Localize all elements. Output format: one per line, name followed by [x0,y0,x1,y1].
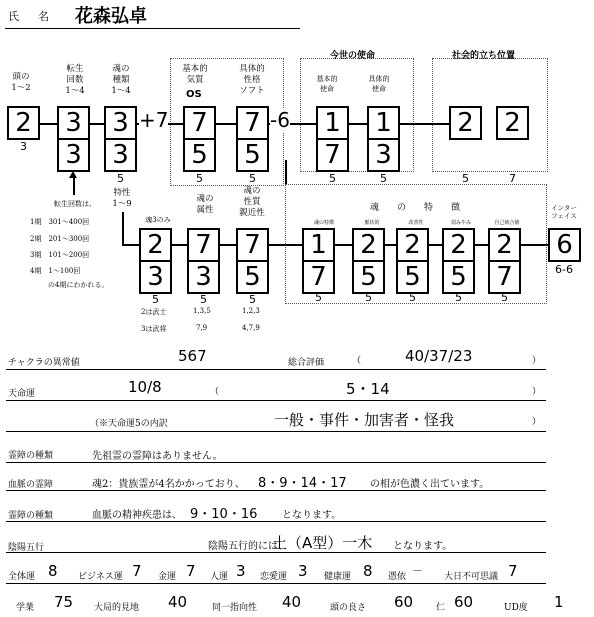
spirit2-pre: 血脈の精神疾患は、 [92,510,182,521]
soul-attr-sub: 5 [200,293,207,306]
soul-nature-top: 7 [236,228,269,262]
social-cell-1: 2 [449,106,482,140]
blood-label: 血脈の霊障 [8,480,54,490]
specific-label: 具体的 性格 ソフト [239,64,265,96]
soul-only-bottom: 3 [139,260,172,294]
study-value-2: 40 [282,593,302,611]
name-label: 氏 名 [8,10,53,23]
name-value: 花森弘卓 [75,6,147,27]
soul-only-label: 魂3のみ [145,216,171,224]
os-label: OS [186,89,202,100]
fate-label: 天命運 [8,389,36,399]
study-value-0: 75 [54,593,74,611]
spirit1-underline [6,462,546,463]
trait2-top: 2 [352,228,385,262]
rebirth-note-2: 2期 201～300回 [30,235,90,243]
yinyang-post: となります。 [393,541,453,552]
soul-attr-bottom: 3 [187,260,220,294]
trait2-bottom: 5 [352,260,385,294]
blood-nums: 8・9・14・17 [258,476,347,491]
luck-underline [6,583,546,584]
basic-cell-bottom: 5 [183,138,216,172]
spirit1-text: 先祖霊の霊障はありません。 [92,451,223,462]
luck-label-3: 人運 [210,572,229,582]
spirit2-label: 霊障の種類 [8,511,54,521]
luck-value-4: 3 [298,562,308,580]
rebirth-note-1: 1期 301～400回 [30,218,90,226]
blood-text-pre: 魂2：貴族霊が4名かかっており、 [92,479,245,490]
chakra-value: 567 [178,347,207,365]
fate-value: 10/8 [128,378,162,396]
luck-label-7: 大日不可思議 [444,572,499,582]
mission-header: 今世の使命 [330,51,376,61]
trait4-top: 2 [442,228,475,262]
trait-sublabel-4: 弱みやみ [450,220,471,226]
study-value-1: 40 [168,593,188,611]
luck-row [8,561,588,583]
mission-specific-label: 具体的 使命 [368,75,390,93]
luck-label-2: 金運 [158,572,177,582]
basic-temp-label: 基本的 気質 [182,64,208,85]
soul-nature-bottom: 5 [236,260,269,294]
study-value-5: 1 [554,593,564,611]
fate-paren-open: （ [210,387,220,397]
trait2-sub: 5 [365,291,372,304]
rebirth-note-3: 3期 101～200回 [30,251,90,259]
trait4-bottom: 5 [442,260,475,294]
fate-underline [6,400,546,401]
rebirth-note-5: の4期にわかれる。 [48,281,109,289]
fate5-note: （※天命運5の内訳 [90,419,168,429]
rebirth-arrow-line [73,175,75,195]
basic-sub: 5 [196,172,203,185]
social-cell-2: 2 [496,106,529,140]
trait3-sub: 5 [409,291,416,304]
luck-value-2: 7 [186,562,196,580]
mission-specific-top: 1 [367,106,400,140]
social-sub-2: 7 [509,172,516,185]
specific-cell-top: 7 [236,106,269,140]
interface-sub: 6-6 [555,263,573,276]
fate5-value: 一般・事件・加害者・怪我 [274,411,455,429]
trait1-top: 1 [302,228,335,262]
soul-only-note-1: 2は武士 [141,308,167,316]
luck-value-0: 8 [48,562,58,580]
study-value-4: 60 [454,593,474,611]
spirit2-post: となります。 [282,510,342,521]
overall-label: 総合評価 [288,358,325,368]
specific-cell-bottom: 5 [236,138,269,172]
soul-only-note-2: 3は武将 [141,325,167,333]
spirit2-underline [6,521,546,522]
spirit2-nums: 9・10・16 [190,507,258,522]
right-drop-line [285,160,287,184]
soul-only-sub: 5 [152,293,159,306]
blood-underline [6,490,546,491]
social-sub-1: 5 [462,172,469,185]
blood-text-post: の相が色濃く出ています。 [370,479,490,490]
soul-attr-note-2: 7,9 [196,324,208,332]
luck-value-6: － [412,564,423,577]
study-row [8,592,588,614]
soul-kind-cell-bottom: 3 [104,138,137,172]
interface-cell: 6 [548,228,581,262]
trait-sublabel-2: 脈状的 [364,220,380,226]
study-label-0: 学業 [16,603,35,613]
chakra-label: チャクラの異常値 [8,358,80,368]
trait-sublabel-1: 魂の特徴 [313,220,334,226]
study-label-3: 頭の良さ [330,603,367,613]
trait3-top: 2 [396,228,429,262]
trait5-bottom: 7 [488,260,521,294]
study-label-2: 同一指向性 [212,603,258,613]
rebirth-note-4: 4期 1～100回 [30,267,81,275]
mission-basic-top: 1 [316,106,349,140]
soul-attr-label: 魂の 属性 [196,194,214,215]
luck-value-7: 7 [508,562,518,580]
trait-label: 特性 1～9 [112,188,132,209]
overall-paren-close: ） [532,356,542,366]
study-value-3: 60 [394,593,414,611]
luck-value-3: 3 [236,562,246,580]
rebirth-arrow-head [69,171,77,178]
interface-label: インター フェイス [551,204,577,220]
rebirth-cell-top: 3 [57,106,90,140]
specific-sub: 5 [249,172,256,185]
overall-value: 40/37/23 [405,347,473,365]
luck-label-4: 恋愛運 [260,572,288,582]
rebirth-label: 転生 回数 1～4 [65,64,85,96]
mission-specific-sub: 5 [380,172,387,185]
soul-kind-cell-top: 3 [104,106,137,140]
soul-traits-header: 魂 の 特 徴 [370,203,461,213]
rebirth-note-title: 転生回数は、 [54,200,96,208]
soul-attr-note-1: 1,3,5 [193,307,211,315]
fate5-paren-close: ） [532,417,542,427]
head-label: 頭の 1～2 [11,72,31,93]
mission-basic-bottom: 7 [316,138,349,172]
mission-basic-label: 基本的 使命 [316,75,338,93]
trait3-bottom: 5 [396,260,429,294]
trait5-top: 2 [488,228,521,262]
luck-label-1: ビジネス運 [78,572,123,582]
trait-drop-line [122,212,124,245]
soul-nature-sub: 5 [249,293,256,306]
soul-kind-sub: 5 [117,172,124,185]
rebirth-cell-bottom: 3 [57,138,90,172]
luck-value-1: 7 [132,562,142,580]
spirit1-label: 霊障の種類 [8,451,54,461]
trait1-bottom: 7 [302,260,335,294]
study-label-5: UD度 [504,603,528,613]
chakra-underline [6,369,546,370]
fate-paren-close: ） [532,387,542,397]
trait1-sub: 5 [315,291,322,304]
soul-nature-label: 魂の 性質 親近性 [239,186,265,218]
mission-basic-sub: 5 [329,172,336,185]
minus6: -6 [270,108,290,132]
trait5-sub: 5 [501,291,508,304]
trait4-sub: 5 [455,291,462,304]
mission-specific-bottom: 3 [367,138,400,172]
soul-only-top: 2 [139,228,172,262]
fate-detail: 5・14 [346,380,390,398]
head-cell: 2 [7,106,40,140]
head-sub: 3 [20,140,27,153]
luck-label-5: 健康運 [324,572,352,582]
overall-paren-open: （ [352,356,362,366]
yinyang-label: 陰陽五行 [8,543,45,553]
soul-attr-top: 7 [187,228,220,262]
bottom-connector [122,244,548,246]
trait-sublabel-3: 改善性 [408,220,424,226]
yinyang-value: 土（A型）一木 [272,534,373,552]
fate5-underline [6,431,546,432]
soul-nature-note-2: 4,7,9 [242,324,260,332]
plus7: +7 [139,108,169,132]
name-underline [5,28,300,29]
social-header: 社会的立ち位置 [452,51,516,61]
soul-kind-label: 魂の 種類 1～4 [111,64,131,96]
study-label-1: 大局的見地 [94,603,140,613]
luck-value-5: 8 [363,562,373,580]
study-label-4: 仁 [436,603,446,613]
basic-cell-top: 7 [183,106,216,140]
luck-label-0: 全体運 [8,572,36,582]
soul-nature-note-1: 1,2,3 [242,307,260,315]
yinyang-pre: 陰陽五行的には、 [208,541,288,552]
yinyang-underline [6,552,546,553]
trait-sublabel-5: 自己統合値 [494,220,520,226]
luck-label-6: 憑依 [388,572,407,582]
